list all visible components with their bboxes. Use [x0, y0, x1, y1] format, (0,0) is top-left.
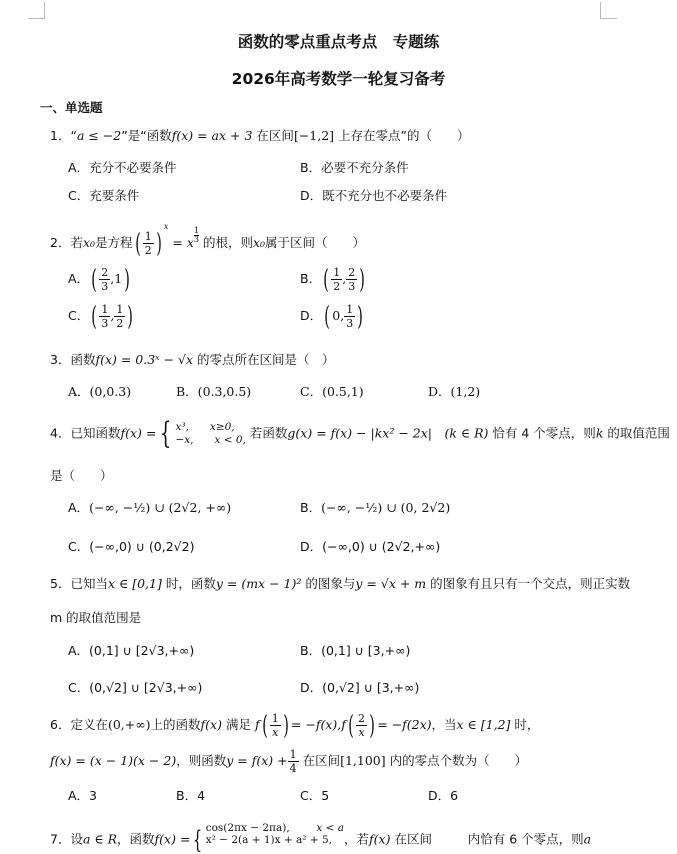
- q5-tail: 的图象有且只有一个交点，则正实数: [430, 576, 631, 591]
- q6-text3: ，当: [431, 717, 457, 732]
- q5-f1: y = (mx − 1)²: [215, 576, 302, 591]
- q7-a: a ∈ R: [82, 831, 118, 847]
- q2-equals: =: [172, 235, 183, 250]
- q5-line2: m 的取值范围是: [50, 610, 142, 625]
- q7-fx: f(x) =: [154, 831, 191, 847]
- question-7: 7．设a ∈ R，函数f(x) = { cos(2πx − 2πa), x < a x² − 2(a + 1)x + a² + 5, ，若f(x) 在区间 内恰有 6 个零点，则a: [50, 822, 592, 854]
- q3-option-b: B．(0.3,0.5): [176, 384, 252, 399]
- q5-text2: 的图象与: [305, 576, 356, 591]
- q1-option-a: A．充分不必要条件: [68, 160, 177, 175]
- q1-tail: 上存在零点”的（ ）: [338, 128, 470, 143]
- q5-condition: x ∈ [0,1]: [107, 576, 162, 591]
- q5-option-a: A．(0,1] ∪ [2√3,+∞): [68, 643, 195, 658]
- q5-text: 时，函数: [165, 576, 216, 591]
- q6-cond2: = −f(2x): [377, 717, 432, 732]
- q2-option-d: D．( 0, $\frac{1}{3}$ ): [300, 301, 364, 332]
- q7-text3: 在区间: [394, 831, 432, 847]
- question-2: 2．若x₀是方程( $\frac{1}{2}$ )$^x$ = x $\frac{1}{3}$ 的根，则x₀属于区间（ ）: [50, 222, 366, 259]
- q7-f: f(x): [369, 831, 391, 847]
- q5-option-d: D．(0,√2] ∪ [3,+∞): [300, 680, 420, 695]
- q6-option-c: C．5: [300, 788, 330, 803]
- q1-interval: [−1,2]: [293, 128, 335, 143]
- q6-y: y = f(x) +: [226, 753, 288, 768]
- page-corner-mark-left: [28, 2, 45, 19]
- q2-base-fraction: $\frac{1}{2}$: [144, 230, 152, 257]
- q3-function: f(x) = 0.3ˣ − √x: [95, 352, 194, 367]
- question-6: 6．定义在(0,+∞)上的函数f(x) 满足 f( $\frac{1}{x}$ ) = −f(x),f( $\frac{2}{x}$ ) = −f(2x)，当x ∈ [1,2] 时，: [50, 710, 540, 741]
- q7-text: ，函数: [117, 831, 155, 847]
- q3-option-a: A．(0,0.3): [68, 384, 132, 399]
- q6-text6: 在区间: [302, 753, 341, 768]
- q6-text: 上的函数: [150, 717, 201, 732]
- q1-option-d: D．既不充分也不必要条件: [300, 188, 448, 203]
- q4-text2: 恰有 4 个零点，则: [492, 425, 596, 441]
- q6-f: f(x): [200, 717, 222, 732]
- q7-number: 7．设: [50, 831, 83, 847]
- q1-text2: 在区间: [256, 128, 294, 143]
- q1-text: ”是“函数: [121, 128, 172, 143]
- q1-condition: a ≤ −2: [76, 128, 122, 143]
- question-1: [50, 126, 470, 144]
- q4-k: k: [595, 425, 604, 441]
- q4-option-a: A．(−∞, −½) ∪ (2√2, +∞): [68, 500, 232, 515]
- q2-number: 2．若: [50, 235, 83, 250]
- q6-line2: f(x) = (x − 1)(x − 2)，则函数y = f(x) + $\frac{1}{4}$ 在区间[1,100] 内的零点个数为（ ）: [50, 748, 528, 775]
- q7-text4: 内恰有 6 个零点，则: [467, 831, 584, 847]
- question-5: [50, 574, 630, 592]
- page-corner-mark-right: [600, 2, 617, 19]
- q4-number: 4．已知函数: [50, 425, 121, 441]
- q1-number: 1．: [50, 128, 71, 143]
- q1-option-c: C．充要条件: [68, 188, 140, 203]
- q2-x0: x₀: [82, 235, 96, 250]
- q4-piecewise: x³, x≥0, −x, x < 0,: [175, 421, 246, 446]
- q4-option-b: B．(−∞, −½) ∪ (0, 2√2): [300, 500, 451, 515]
- q5-option-b: B．(0,1] ∪ [3,+∞): [300, 643, 411, 658]
- q3-number: 3．函数: [50, 352, 96, 367]
- q7-text2: ，若: [344, 831, 370, 847]
- q6-tail: 内的零点个数为（ ）: [389, 753, 528, 768]
- q5-number: 5．已知当: [50, 576, 108, 591]
- q1-function: f(x) = ax + 3: [171, 128, 253, 143]
- q3-option-c: C．(0.5,1): [300, 384, 364, 399]
- q7-tail: a: [583, 831, 592, 847]
- q6-number: 6．定义在: [50, 717, 108, 732]
- q2-tail: 属于区间（ ）: [265, 235, 366, 250]
- q2-rhs-exponent: $\frac{1}{3}$: [193, 226, 199, 244]
- q4-gx: g(x) = f(x) − |kx² − 2x| (k ∈ R): [287, 425, 489, 441]
- q6-range: [1,100]: [340, 753, 386, 768]
- q2-exponent: x: [163, 222, 169, 231]
- q2-option-c: C．( $\frac{1}{3}$ , $\frac{1}{2}$ ): [68, 301, 134, 332]
- q4-option-d: D．(−∞,0) ∪ (2√2,+∞): [300, 539, 441, 554]
- doc-title: 函数的零点重点考点 专题练: [237, 33, 440, 51]
- q6-option-d: D．6: [428, 788, 459, 803]
- question-4: 4．已知函数f(x) = { x³, x≥0, −x, x < 0, 若函数g(x) = f(x) − |kx² − 2x| (k ∈ R) 恰有 4 个零点，则k 的取值范围: [50, 416, 670, 451]
- q3-option-d: D．(1,2): [428, 384, 481, 399]
- q6-text5: ，则函数: [176, 753, 227, 768]
- q2-text2: 的根，则: [202, 235, 253, 250]
- q4-text: 若函数: [249, 425, 288, 441]
- q6-fx-definition: f(x) = (x − 1)(x − 2): [50, 753, 177, 768]
- q1-quote-open: “: [70, 128, 77, 143]
- q2-text: 是方程: [95, 235, 133, 250]
- section-heading: 一、单选题: [40, 100, 103, 115]
- q4-option-c: C．(−∞,0) ∪ (0,2√2): [68, 539, 195, 554]
- q4-line2: 是（ ）: [50, 468, 113, 483]
- q6-domain: (0,+∞): [107, 717, 151, 732]
- q6-option-a: A．3: [68, 788, 98, 803]
- q2-option-a: A．( $\frac{2}{3}$ ,1): [68, 264, 131, 295]
- q5-option-c: C．(0,√2] ∪ [2√3,+∞): [68, 680, 203, 695]
- q2-rhs-base: x: [186, 235, 194, 250]
- q4-tail: 的取值范围: [607, 425, 670, 441]
- question-3: [50, 350, 335, 368]
- q6-text2: 满足: [225, 717, 251, 732]
- q6-text4: 时，: [514, 717, 540, 732]
- doc-subtitle: 2026年高考数学一轮复习备考: [231, 70, 446, 88]
- q1-option-b: B．必要不充分条件: [300, 160, 409, 175]
- q2-x0-2: x₀: [252, 235, 266, 250]
- q7-piecewise: cos(2πx − 2πa), x < a x² − 2(a + 1)x + a² + 5,: [205, 822, 345, 846]
- q6-x-range: x ∈ [1,2]: [456, 717, 511, 732]
- q6-cond1: = −f(x),: [290, 717, 342, 732]
- q4-fx: f(x) =: [120, 425, 157, 441]
- q5-f2: y = √x + m: [355, 576, 427, 591]
- q3-tail: 的零点所在区间是（ ）: [197, 352, 335, 367]
- q2-option-b: B．( $\frac{1}{2}$ , $\frac{2}{3}$ ): [300, 264, 366, 295]
- q6-option-b: B．4: [176, 788, 206, 803]
